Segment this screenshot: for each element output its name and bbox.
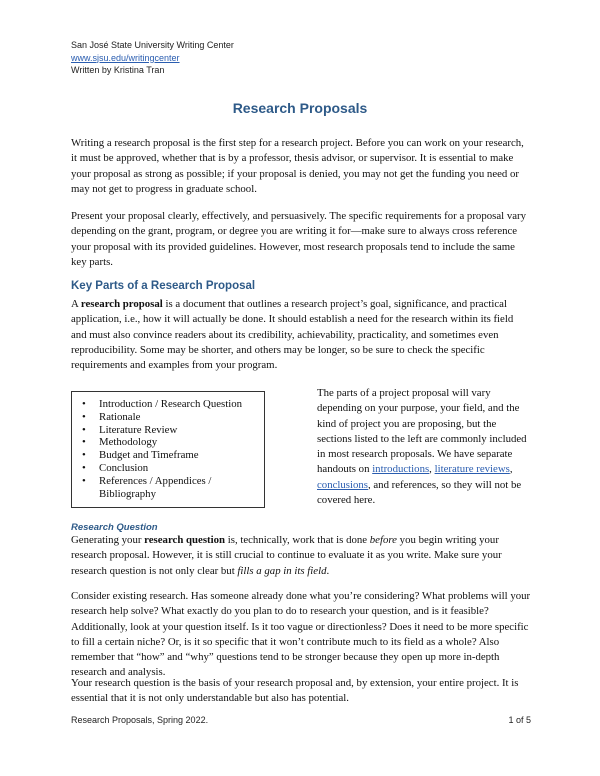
page-number: 1 of 5 [508, 715, 531, 725]
footer-left: Research Proposals, Spring 2022. [71, 715, 209, 725]
research-question-paragraph-3: Your research question is the basis of your research proposal and, by extension, your entire project. It is essential that it is not only understandable but also has potential. [71, 677, 519, 705]
rq-p1-d: . [326, 564, 330, 577]
rq-italic-before: before [369, 534, 397, 546]
research-question-paragraph-2: Consider existing research. Has someone already done what you’re considering? What problems will your research help solve? What exactly do you plan to do to research your question, and is it feasible? Additionally, look at your question itself. Is it too vague or directionless? Does it need to be more specific to fill a certain niche? Or, is it so specific that it won’t contribute much to its field as a whole? Also remember that “how” and “why” questions tend to be stronger because they open up more in-depth research and analysis. [71, 590, 531, 679]
key-parts-heading: Key Parts of a Research Proposal [71, 280, 256, 292]
research-question-heading: Research Question [71, 522, 158, 533]
side-sep-1: , [429, 463, 435, 476]
list-item: • Methodology [80, 436, 260, 449]
list-item: • Conclusion [80, 462, 260, 475]
side-text: The parts of a project proposal will vary depending on your purpose, your field, and the kind of project you are proposing, but the sections listed to the left are commonly included in most research proposals. We have separate handouts on [317, 387, 527, 476]
key-parts-list-box [71, 391, 265, 508]
key-parts-bold-term: research proposal [80, 298, 163, 310]
rq-italic-gap: fills a gap in its field [237, 564, 327, 577]
list-item: • Budget and Timeframe [80, 449, 260, 462]
writing-center-link[interactable]: www.sjsu.edu/writingcenter [71, 52, 180, 63]
research-question-paragraph-1 [71, 533, 531, 579]
rq-p1-b: is, technically, work that is done [225, 534, 370, 546]
intro-paragraph-2: Present your proposal clearly, effectively, and persuasively. The specific requirements for a proposal vary depending on the grant, program, or degree you are writing it for—make sure to always cross reference your proposal with its provided guidelines. However, most research proposals tend to include the same key parts. [71, 210, 527, 268]
key-parts-paragraph [71, 297, 531, 373]
rq-p1-c: you begin writing your research proposal. However, it is still crucial to continue to evaluate it as you write. Make sure your research question is not only clear but [71, 534, 502, 577]
key-parts-side-paragraph [317, 386, 533, 508]
intro-paragraph-1: Writing a research proposal is the first step for a research project. Before you can work on your research, it must be approved, whether that is by a professor, thesis advisor, or supervisor. It is essential to make your proposal as strong as possible; if your proposal is denied, you may not get the funding you need or may not get to progress in graduate school. [71, 137, 524, 195]
list-item: • Rationale [80, 411, 260, 424]
rq-p1-a: Generating your [71, 534, 145, 546]
key-parts-p-rest: is a document that outlines a research project’s goal, significance, and practical application, i.e., how it will actually be done. It should establish a need for the research within its field and must also convince readers about its credibility, achievability, practicality, and sometimes even reproducibility. Some may be shorter, and others may be longer, so be sure to check the specific requirements and examples from your program. [71, 298, 514, 372]
page-title: Research Proposals [232, 100, 368, 116]
rq-bold-term: research question [144, 534, 226, 546]
header-author: Written by Kristina Tran [71, 65, 165, 75]
key-parts-p-start: A [71, 298, 81, 310]
side-end: , and references, so they will not be covered here. [317, 478, 522, 507]
page-footer [71, 715, 531, 725]
header-org: San José State University Writing Center [71, 40, 234, 50]
list-item: • References / Appendices / Bibliography [80, 475, 260, 501]
conclusions-link[interactable]: conclusions [317, 478, 368, 491]
side-sep-2: , [509, 463, 513, 476]
literature-reviews-link[interactable]: literature reviews [434, 463, 510, 476]
list-item: • Introduction / Research Question [80, 398, 260, 411]
key-parts-list [80, 398, 260, 500]
introductions-link[interactable]: introductions [372, 463, 430, 476]
list-item: • Literature Review [80, 424, 260, 437]
page-header [71, 39, 234, 77]
